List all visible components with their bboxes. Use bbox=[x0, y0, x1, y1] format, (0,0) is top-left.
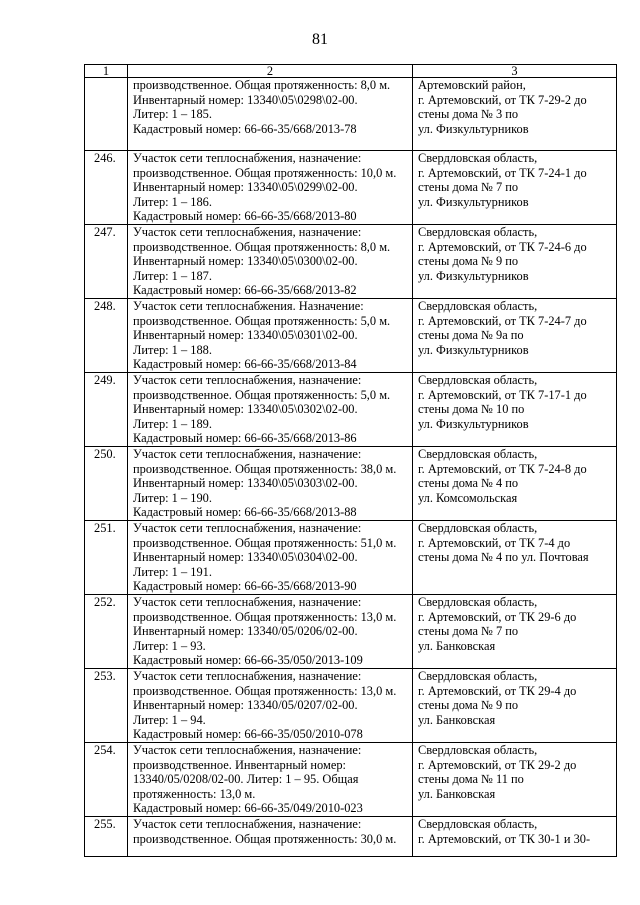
address-line: г. Артемовский, от ТК 30-1 и 30- bbox=[418, 831, 591, 846]
address-line: стены дома № 4 по bbox=[418, 476, 519, 491]
address-line: г. Артемовский, от ТК 7-24-1 до bbox=[418, 165, 587, 180]
object-description bbox=[128, 595, 413, 669]
table-row bbox=[85, 373, 617, 447]
description-line: производственное. Общая протяженность: 51,0 м. bbox=[133, 535, 397, 550]
address-line: г. Артемовский, от ТК 7-24-7 до bbox=[418, 313, 587, 328]
object-address bbox=[413, 669, 617, 743]
row-number: 254. bbox=[85, 743, 128, 817]
description-line: Кадастровый номер: 66-66-35/050/2010-078 bbox=[133, 727, 363, 742]
address-line: стены дома № 9 по bbox=[418, 698, 519, 713]
address-line: ул. Физкультурников bbox=[418, 268, 529, 283]
address-line: Свердловская область, bbox=[418, 595, 538, 609]
object-address bbox=[413, 373, 617, 447]
address-line: стены дома № 3 по bbox=[418, 107, 519, 122]
column-header-number: 1 bbox=[85, 65, 128, 78]
description-line: Кадастровый номер: 66-66-35/668/2013-82 bbox=[133, 283, 357, 298]
description-line: Литер: 1 – 187. bbox=[133, 268, 212, 283]
address-line: г. Артемовский, от ТК 7-24-6 до bbox=[418, 239, 587, 254]
object-address bbox=[413, 447, 617, 521]
table-row bbox=[85, 817, 617, 857]
description-line: Литер: 1 – 190. bbox=[133, 490, 212, 505]
address-line: г. Артемовский, от ТК 7-29-2 до bbox=[418, 92, 587, 107]
description-line: Инвентарный номер: 13340/05/0206/02-00. bbox=[133, 624, 358, 639]
description-line: Литер: 1 – 189. bbox=[133, 416, 212, 431]
object-description bbox=[128, 151, 413, 225]
description-line: Участок сети теплоснабжения. Назначение: bbox=[133, 299, 364, 313]
address-line: Свердловская область, bbox=[418, 299, 538, 313]
description-line: производственное. Общая протяженность: 8,0 м. bbox=[133, 78, 391, 92]
address-line: Свердловская область, bbox=[418, 669, 538, 683]
description-line: производственное. Общая протяженность: 8,0 м. bbox=[133, 239, 391, 254]
description-line: Инвентарный номер: 13340\05\0300\02-00. bbox=[133, 254, 358, 269]
column-header-description: 2 bbox=[128, 65, 413, 78]
description-line: Литер: 1 – 94. bbox=[133, 712, 206, 727]
address-line: Свердловская область, bbox=[418, 151, 538, 165]
address-line: Свердловская область, bbox=[418, 447, 538, 461]
description-line: Участок сети теплоснабжения, назначение: bbox=[133, 521, 362, 535]
object-address bbox=[413, 595, 617, 669]
object-description bbox=[128, 669, 413, 743]
description-line: производственное. Общая протяженность: 13,0 м. bbox=[133, 683, 397, 698]
object-description bbox=[128, 447, 413, 521]
description-line: Инвентарный номер: 13340\05\0301\02-00. bbox=[133, 328, 358, 343]
row-number: 246. bbox=[85, 151, 128, 225]
address-line: стены дома № 9 по bbox=[418, 254, 519, 269]
description-line: 13340/05/0208/02-00. Литер: 1 – 95. Общая bbox=[133, 772, 359, 787]
address-line: ул. Физкультурников bbox=[418, 121, 529, 136]
address-line: стены дома № 10 по bbox=[418, 402, 525, 417]
description-line: Участок сети теплоснабжения, назначение: bbox=[133, 817, 362, 831]
object-address bbox=[413, 521, 617, 595]
object-address bbox=[413, 299, 617, 373]
description-line: производственное. Инвентарный номер: bbox=[133, 757, 346, 772]
row-number: 251. bbox=[85, 521, 128, 595]
description-line: Литер: 1 – 191. bbox=[133, 564, 212, 579]
description-line: Инвентарный номер: 13340\05\0302\02-00. bbox=[133, 402, 358, 417]
table-row bbox=[85, 447, 617, 521]
table-row bbox=[85, 225, 617, 299]
address-line: г. Артемовский, от ТК 29-4 до bbox=[418, 683, 577, 698]
description-line: Кадастровый номер: 66-66-35/668/2013-86 bbox=[133, 431, 357, 446]
object-address bbox=[413, 743, 617, 817]
address-line: ул. Комсомольская bbox=[418, 490, 518, 505]
description-line: Кадастровый номер: 66-66-35/668/2013-84 bbox=[133, 357, 357, 372]
object-address bbox=[413, 78, 617, 151]
address-line: Свердловская область, bbox=[418, 521, 538, 535]
row-number: 252. bbox=[85, 595, 128, 669]
object-description bbox=[128, 817, 413, 857]
description-line: Литер: 1 – 93. bbox=[133, 638, 206, 653]
description-line: Инвентарный номер: 13340\05\0299\02-00. bbox=[133, 180, 358, 195]
page-number: 81 bbox=[312, 31, 328, 48]
description-line: Инвентарный номер: 13340\05\0304\02-00. bbox=[133, 550, 358, 565]
description-line: Кадастровый номер: 66-66-35/668/2013-88 bbox=[133, 505, 357, 520]
address-line: ул. Физкультурников bbox=[418, 194, 529, 209]
description-line: производственное. Общая протяженность: 38,0 м. bbox=[133, 461, 397, 476]
address-line: Свердловская область, bbox=[418, 225, 538, 239]
table-row bbox=[85, 669, 617, 743]
description-line: производственное. Общая протяженность: 10,0 м. bbox=[133, 165, 397, 180]
heat-network-registry-table bbox=[84, 64, 617, 857]
description-line: Участок сети теплоснабжения, назначение: bbox=[133, 373, 362, 387]
description-line: Участок сети теплоснабжения, назначение: bbox=[133, 669, 362, 683]
description-line: производственное. Общая протяженность: 30,0 м. bbox=[133, 831, 397, 846]
description-line: Участок сети теплоснабжения, назначение: bbox=[133, 743, 362, 757]
row-number: 249. bbox=[85, 373, 128, 447]
address-line: ул. Физкультурников bbox=[418, 416, 529, 431]
table-row bbox=[85, 743, 617, 817]
address-line: стены дома № 7 по bbox=[418, 180, 519, 195]
description-line: Кадастровый номер: 66-66-35/668/2013-90 bbox=[133, 579, 357, 594]
row-number bbox=[85, 78, 128, 151]
row-number: 250. bbox=[85, 447, 128, 521]
object-address bbox=[413, 225, 617, 299]
object-description bbox=[128, 743, 413, 817]
object-address bbox=[413, 817, 617, 857]
address-line: г. Артемовский, от ТК 29-6 до bbox=[418, 609, 577, 624]
address-line: Свердловская область, bbox=[418, 817, 538, 831]
address-line: ул. Банковская bbox=[418, 712, 496, 727]
row-number: 255. bbox=[85, 817, 128, 857]
table-row bbox=[85, 151, 617, 225]
description-line: производственное. Общая протяженность: 13,0 м. bbox=[133, 609, 397, 624]
address-line: Свердловская область, bbox=[418, 373, 538, 387]
description-line: протяженность: 13,0 м. bbox=[133, 786, 256, 801]
description-line: Инвентарный номер: 13340\05\0303\02-00. bbox=[133, 476, 358, 491]
description-line: Кадастровый номер: 66-66-35/049/2010-023 bbox=[133, 801, 363, 816]
description-line: производственное. Общая протяженность: 5,0 м. bbox=[133, 387, 391, 402]
description-line: Участок сети теплоснабжения, назначение: bbox=[133, 151, 362, 165]
description-line: производственное. Общая протяженность: 5,0 м. bbox=[133, 313, 391, 328]
table-row bbox=[85, 78, 617, 151]
object-address bbox=[413, 151, 617, 225]
table-row bbox=[85, 595, 617, 669]
address-line: г. Артемовский, от ТК 7-24-8 до bbox=[418, 461, 587, 476]
object-description bbox=[128, 225, 413, 299]
description-line: Инвентарный номер: 13340\05\0298\02-00. bbox=[133, 92, 358, 107]
address-line: Свердловская область, bbox=[418, 743, 538, 757]
object-description bbox=[128, 521, 413, 595]
address-line: стены дома № 7 по bbox=[418, 624, 519, 639]
description-line: Участок сети теплоснабжения, назначение: bbox=[133, 447, 362, 461]
table-row bbox=[85, 521, 617, 595]
object-description bbox=[128, 299, 413, 373]
object-description bbox=[128, 78, 413, 151]
table-body bbox=[85, 78, 617, 857]
description-line: Литер: 1 – 185. bbox=[133, 107, 212, 122]
address-line: стены дома № 4 по ул. Почтовая bbox=[418, 550, 589, 565]
address-line: стены дома № 9а по bbox=[418, 328, 524, 343]
row-number: 247. bbox=[85, 225, 128, 299]
address-line: ул. Физкультурников bbox=[418, 342, 529, 357]
address-line: стены дома № 11 по bbox=[418, 772, 524, 787]
address-line: ул. Банковская bbox=[418, 638, 496, 653]
row-number: 253. bbox=[85, 669, 128, 743]
description-line: Участок сети теплоснабжения, назначение: bbox=[133, 595, 362, 609]
description-line: Кадастровый номер: 66-66-35/668/2013-78 bbox=[133, 121, 357, 136]
description-line: Литер: 1 – 186. bbox=[133, 194, 212, 209]
address-line: г. Артемовский, от ТК 29-2 до bbox=[418, 757, 577, 772]
table-row bbox=[85, 299, 617, 373]
description-line: Кадастровый номер: 66-66-35/668/2013-80 bbox=[133, 209, 357, 224]
address-line: ул. Банковская bbox=[418, 786, 496, 801]
column-header-address: 3 bbox=[413, 65, 617, 78]
address-line: г. Артемовский, от ТК 7-17-1 до bbox=[418, 387, 587, 402]
table-header-row bbox=[85, 65, 617, 78]
description-line: Литер: 1 – 188. bbox=[133, 342, 212, 357]
description-line: Кадастровый номер: 66-66-35/050/2013-109 bbox=[133, 653, 363, 668]
description-line: Участок сети теплоснабжения, назначение: bbox=[133, 225, 362, 239]
address-line: г. Артемовский, от ТК 7-4 до bbox=[418, 535, 571, 550]
description-line: Инвентарный номер: 13340/05/0207/02-00. bbox=[133, 698, 358, 713]
row-number: 248. bbox=[85, 299, 128, 373]
object-description bbox=[128, 373, 413, 447]
address-line: Артемовский район, bbox=[418, 78, 526, 92]
